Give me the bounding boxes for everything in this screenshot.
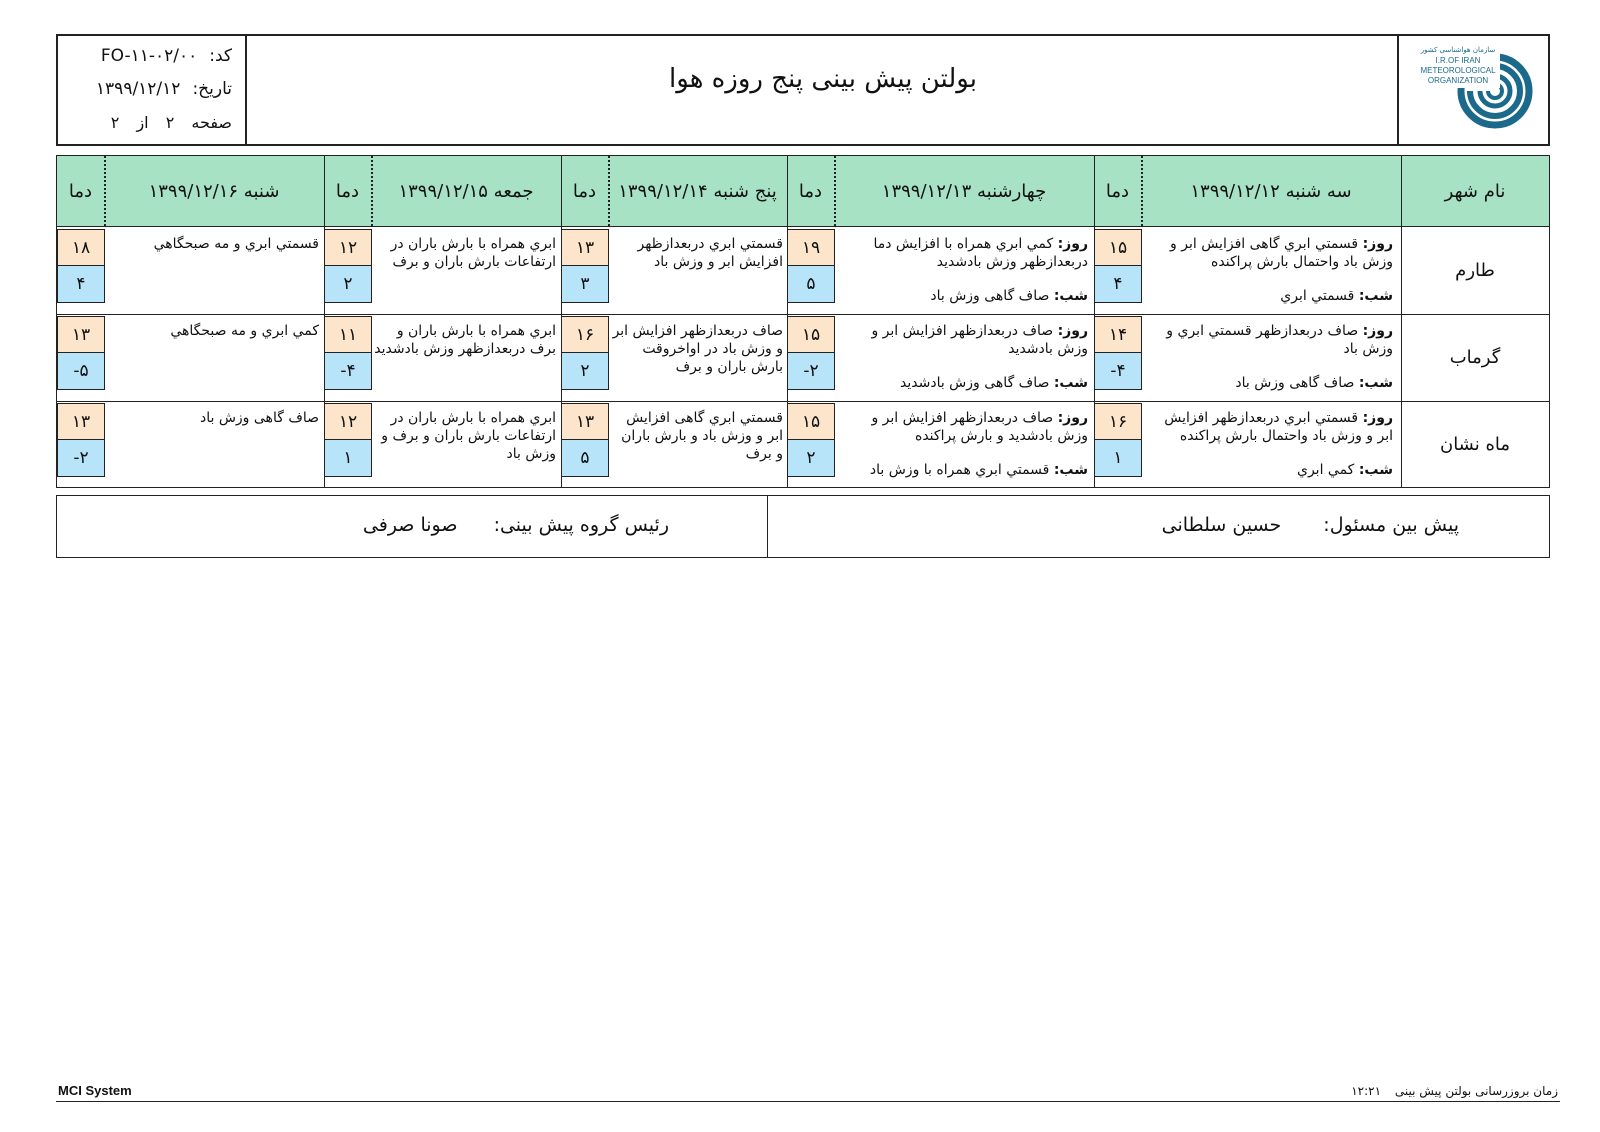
min-temp: -۲: [57, 439, 105, 477]
svg-text:I.R.OF IRAN: I.R.OF IRAN: [1435, 56, 1481, 65]
table-header-row: [57, 156, 1549, 227]
forecast-day5: قسمتي ابري و مه صبحگاهي: [153, 236, 319, 252]
temp-divider: [371, 156, 373, 226]
system-label: MCI System: [58, 1083, 132, 1098]
min-temp: ۲: [787, 439, 835, 477]
forecast-day5: كمي ابري و مه صبحگاهي: [170, 323, 319, 339]
page-title: بولتن پیش بینی پنج روزه هوا: [669, 64, 977, 94]
day-header-5: شنبه ۱۳۹۹/۱۲/۱۶: [148, 180, 280, 202]
signature-divider: [767, 496, 768, 557]
min-temp: ۲: [561, 352, 609, 390]
forecaster-signature: پیش بین مسئول: حسین سلطانی: [1161, 514, 1459, 536]
forecast-table: [56, 155, 1550, 488]
organization-logo: [1398, 36, 1548, 144]
city-name: گرماب: [1449, 346, 1501, 368]
doc-code: کد:FO-۱۱-۰۲/۰۰: [100, 46, 232, 66]
day-header-3: پنج شنبه ۱۳۹۹/۱۲/۱۴: [618, 180, 777, 202]
min-temp: ۱: [1094, 439, 1142, 477]
city-name: طارم: [1455, 259, 1495, 281]
day-header-4: جمعه ۱۳۹۹/۱۲/۱۵: [398, 180, 534, 202]
min-temp: ۵: [787, 265, 835, 303]
min-temp: -۵: [57, 352, 105, 390]
min-temp: -۴: [324, 352, 372, 390]
forecast-day3: صاف دربعدازظهر افزایش ابر و وزش باد در اواخروقت بارش باران و برف: [612, 323, 783, 375]
max-temp: ۱۵: [787, 403, 835, 441]
temp-header: دما: [1105, 180, 1130, 202]
table-row: [57, 401, 1549, 488]
forecast-day1: روز: صاف دربعدازظهر قسمتي ابري و وزش باد شب: صاف گاهی وزش باد: [1166, 323, 1393, 391]
min-temp: ۲: [324, 265, 372, 303]
temp-divider: [834, 156, 836, 226]
max-temp: ۱۴: [1094, 316, 1142, 354]
doc-date: تاریخ:۱۳۹۹/۱۲/۱۲: [95, 79, 232, 99]
max-temp: ۱۸: [57, 229, 105, 267]
temp-header: دما: [68, 180, 93, 202]
forecast-day4: ابري همراه با بارش باران در ارتفاعات بارش باران و برف و وزش باد: [381, 410, 556, 462]
table-row: [57, 227, 1549, 315]
svg-text:سازمان هواشناسی کشور: سازمان هواشناسی کشور: [1420, 46, 1496, 54]
svg-text:METEOROLOGICAL: METEOROLOGICAL: [1420, 66, 1496, 75]
city-name: ماه نشان: [1439, 433, 1511, 455]
footer-divider: [56, 1101, 1560, 1102]
max-temp: ۱۳: [561, 229, 609, 267]
update-time: زمان بروزرسانی بولتن پیش بینی ۱۲:۲۱: [1351, 1084, 1558, 1098]
max-temp: ۱۱: [324, 316, 372, 354]
forecast-day4: ابري همراه با بارش باران و برف دربعدازظهر وزش بادشدید: [374, 323, 556, 357]
max-temp: ۱۳: [57, 316, 105, 354]
temp-header: دما: [335, 180, 360, 202]
forecast-day2: روز: صاف دربعدازظهر افزایش ابر و وزش بادشدید شب: صاف گاهی وزش بادشدید: [871, 323, 1088, 391]
temp-divider: [104, 156, 106, 226]
min-temp: ۴: [57, 265, 105, 303]
forecast-day3: قسمتي ابري دربعدازظهر افزایش ابر و وزش باد: [637, 236, 783, 270]
min-temp: ۳: [561, 265, 609, 303]
max-temp: ۱۲: [324, 229, 372, 267]
min-temp: ۱: [324, 439, 372, 477]
max-temp: ۱۶: [1094, 403, 1142, 441]
bulletin-header: [56, 34, 1550, 146]
svg-text:ORGANIZATION: ORGANIZATION: [1427, 76, 1489, 85]
temp-divider: [608, 156, 610, 226]
forecast-day2: روز: كمي ابري همراه با افزایش دما دربعدازظهر وزش بادشدید شب: صاف گاهی وزش باد: [873, 236, 1088, 304]
min-temp: ۴: [1094, 265, 1142, 303]
signature-box: [56, 495, 1550, 558]
temp-header: دما: [572, 180, 597, 202]
page-number: صفحه ۲ از ۲: [110, 113, 232, 132]
max-temp: ۱۲: [324, 403, 372, 441]
forecast-day3: قسمتي ابري گاهی افزایش ابر و وزش باد و بارش باران و برف: [621, 410, 783, 462]
max-temp: ۱۵: [787, 316, 835, 354]
forecast-day1: روز: قسمتي ابري دربعدازظهر افزایش ابر و وزش باد واحتمال بارش پراكنده شب: كمي ابري: [1164, 410, 1393, 478]
temp-divider: [1141, 156, 1143, 226]
day-header-1: سه شنبه ۱۳۹۹/۱۲/۱۲: [1190, 180, 1352, 202]
forecast-day1: روز: قسمتي ابري گاهی افزایش ابر و وزش باد واحتمال بارش پراكنده شب: قسمتي ابري: [1170, 236, 1393, 304]
min-temp: -۴: [1094, 352, 1142, 390]
min-temp: ۵: [561, 439, 609, 477]
max-temp: ۱۳: [561, 403, 609, 441]
max-temp: ۱۳: [57, 403, 105, 441]
temp-header: دما: [798, 180, 823, 202]
max-temp: ۱۵: [1094, 229, 1142, 267]
document-meta: [58, 36, 246, 144]
max-temp: ۱۹: [787, 229, 835, 267]
spiral-logo-icon: [1398, 36, 1548, 144]
forecast-day4: ابري همراه با بارش باران در ارتفاعات بارش باران و برف: [390, 236, 556, 270]
forecast-day2: روز: صاف دربعدازظهر افزایش ابر و وزش بادشدید و بارش پراكنده شب: قسمتي ابري همراه با وزش باد: [869, 410, 1088, 478]
day-header-2: چهارشنبه ۱۳۹۹/۱۲/۱۳: [881, 180, 1047, 202]
min-temp: -۲: [787, 352, 835, 390]
max-temp: ۱۶: [561, 316, 609, 354]
chief-signature: رئیس گروه پیش بینی: صونا صرفی: [362, 514, 669, 536]
forecast-day5: صاف گاهی وزش باد: [199, 410, 319, 426]
table-row: [57, 314, 1549, 402]
city-column-header: نام شهر: [1444, 180, 1506, 202]
